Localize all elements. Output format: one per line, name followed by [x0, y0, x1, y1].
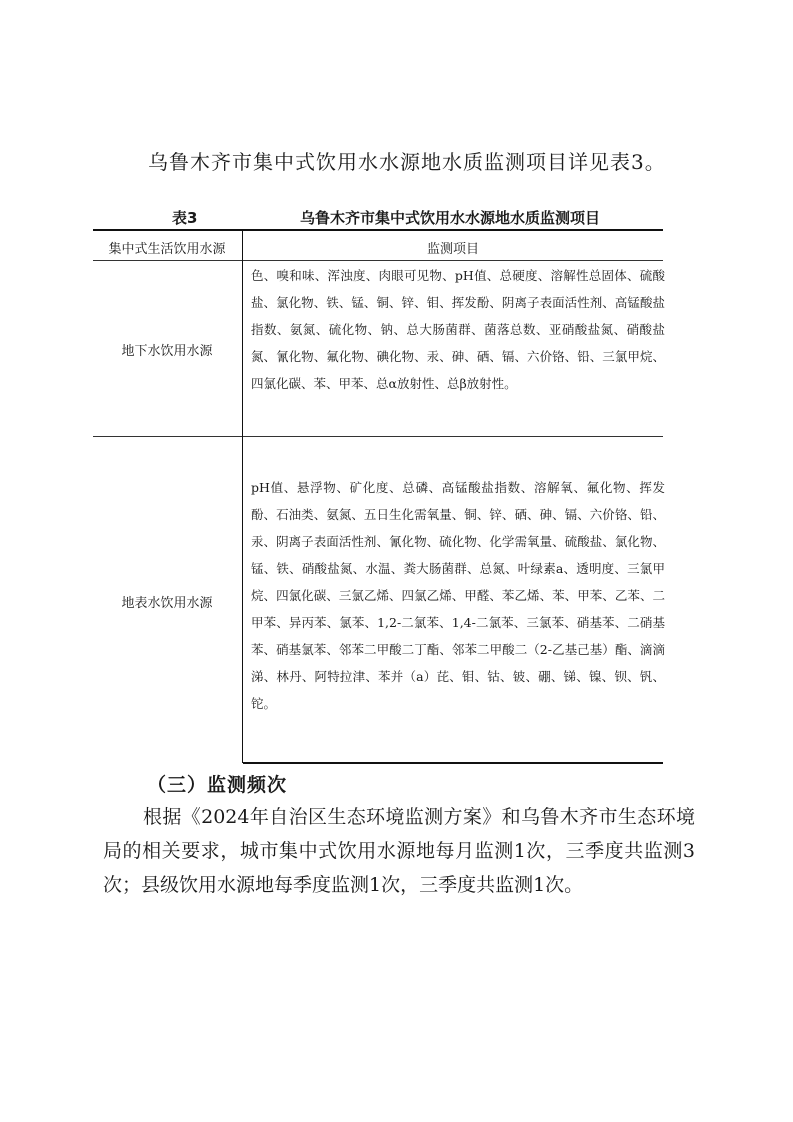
table-column-divider — [242, 231, 243, 763]
table-header-rule — [93, 260, 663, 261]
row-surfacewater-source: 地表水饮用水源 — [121, 596, 213, 611]
header-source-cell: 集中式生活饮用水源 — [108, 242, 226, 257]
intro-sentence: 乌鲁木齐市集中式饮用水水源地水质监测项目详见表3。 — [148, 150, 666, 174]
table-top-rule — [93, 229, 663, 231]
section-heading: （三）监测频次 — [147, 774, 288, 796]
table-bottom-rule — [243, 762, 663, 764]
section-paragraph: 根据《2024年自治区生态环境监测方案》和乌鲁木齐市生态环境局的相关要求，城市集中式饮用水源地每月监测1次，三季度共监测3次；县级饮用水源地每季度监测1次，三季度共监测1次。 — [103, 806, 695, 896]
table-row-divider — [93, 436, 663, 437]
table-caption-label: 表3 — [172, 209, 198, 227]
header-items-cell: 监测项目 — [426, 242, 479, 257]
row-groundwater-source: 地下水饮用水源 — [121, 344, 213, 359]
row-surfacewater-items: pH值、悬浮物、矿化度、总磷、高锰酸盐指数、溶解氧、氟化物、挥发酚、石油类、氨氮、五日生化需氧量、铜、锌、硒、砷、镉、六价铬、铅、汞、阴离子表面活性剂、氰化物、硫化物、化学需氧量、硫酸盐、氯化物、锰、铁、硝酸盐氮、水温、粪大肠菌群、总氮、叶绿素a、透明度、三氯甲烷、四氯化碳、三氯乙烯、四氯乙烯、甲醛、苯乙烯、苯、甲苯、乙苯、二甲苯、异丙苯、氯苯、1,2-二氯苯、1,4-二氯苯、三氯苯、硝基苯、二硝基苯、硝基氯苯、邻苯二甲酸二丁酯、邻苯二甲酸二（2-乙基己基）酯、滴滴涕、林丹、阿特拉津、苯并（a）芘、钼、钴、铍、硼、锑、镍、钡、钒、铊。 — [251, 480, 665, 711]
table-caption-title: 乌鲁木齐市集中式饮用水水源地水质监测项目 — [300, 209, 601, 227]
row-groundwater-items: 色、嗅和味、浑浊度、肉眼可见物、pH值、总硬度、溶解性总固体、硫酸盐、氯化物、铁、锰、铜、锌、钼、挥发酚、阴离子表面活性剂、高锰酸盐指数、氨氮、硫化物、钠、总大肠菌群、菌落总数、亚硝酸盐氮、硝酸盐氮、氰化物、氟化物、碘化物、汞、砷、硒、镉、六价铬、铅、三氯甲烷、四氯化碳、苯、甲苯、总α放射性、总β放射性。 — [251, 268, 665, 391]
